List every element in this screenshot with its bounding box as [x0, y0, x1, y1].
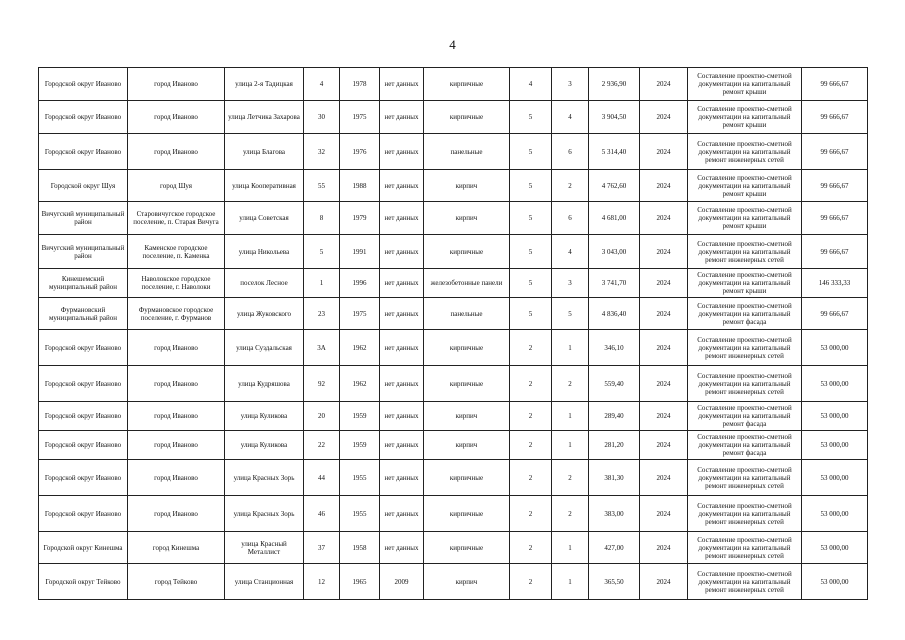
buildings-table — [38, 67, 868, 600]
street-cell: улица 2-я Тадицкая — [225, 68, 304, 101]
settlement-cell: город Шуя — [128, 170, 225, 202]
street-cell: улица Летчика Захарова — [225, 101, 304, 134]
plan-year-cell: 2024 — [640, 431, 688, 460]
settlement-cell: город Иваново — [128, 431, 225, 460]
wall-material-cell: панельные — [424, 134, 510, 170]
street-cell: улица Суздальская — [225, 330, 304, 366]
year-built-cell: 1976 — [340, 134, 380, 170]
overhaul-year-cell: нет данных — [380, 101, 424, 134]
area-cell: 4 681,00 — [589, 202, 640, 235]
wall-material-cell: кирпич — [424, 202, 510, 235]
street-cell: улица Куликова — [225, 431, 304, 460]
settlement-cell: город Иваново — [128, 101, 225, 134]
municipality-cell: Городской округ Шуя — [39, 170, 128, 202]
floors-cell: 5 — [510, 170, 552, 202]
wall-material-cell: кирпичные — [424, 460, 510, 496]
table-row — [39, 366, 868, 402]
street-cell: улица Красных Зорь — [225, 496, 304, 532]
plan-year-cell: 2024 — [640, 460, 688, 496]
year-built-cell: 1978 — [340, 68, 380, 101]
cost-cell: 99 666,67 — [802, 68, 868, 101]
work-type-cell: Составление проектно-сметной документации на капитальный ремонт крыши — [688, 68, 802, 101]
floors-cell: 2 — [510, 460, 552, 496]
table-row — [39, 235, 868, 269]
settlement-cell: город Иваново — [128, 460, 225, 496]
table-row — [39, 298, 868, 330]
area-cell: 5 314,40 — [589, 134, 640, 170]
wall-material-cell: панельные — [424, 298, 510, 330]
street-cell: улица Красных Зорь — [225, 460, 304, 496]
work-type-cell: Составление проектно-сметной документации на капитальный ремонт инженерных сетей — [688, 564, 802, 600]
floors-cell: 5 — [510, 269, 552, 298]
work-type-cell: Составление проектно-сметной документации на капитальный ремонт фасада — [688, 402, 802, 431]
plan-year-cell: 2024 — [640, 532, 688, 564]
cost-cell: 99 666,67 — [802, 170, 868, 202]
table-row — [39, 564, 868, 600]
house-number-cell: 8 — [304, 202, 340, 235]
work-type-cell: Составление проектно-сметной документации на капитальный ремонт инженерных сетей — [688, 134, 802, 170]
cost-cell: 146 333,33 — [802, 269, 868, 298]
floors-cell: 2 — [510, 532, 552, 564]
municipality-cell: Вичугский муниципальный район — [39, 235, 128, 269]
house-number-cell: 1 — [304, 269, 340, 298]
floors-cell: 5 — [510, 134, 552, 170]
overhaul-year-cell: 2009 — [380, 564, 424, 600]
year-built-cell: 1962 — [340, 366, 380, 402]
year-built-cell: 1962 — [340, 330, 380, 366]
floors-cell: 2 — [510, 402, 552, 431]
table-row — [39, 101, 868, 134]
table-row — [39, 269, 868, 298]
municipality-cell: Городской округ Иваново — [39, 366, 128, 402]
year-built-cell: 1991 — [340, 235, 380, 269]
area-cell: 3 043,00 — [589, 235, 640, 269]
floors-cell: 5 — [510, 298, 552, 330]
year-built-cell: 1975 — [340, 298, 380, 330]
overhaul-year-cell: нет данных — [380, 460, 424, 496]
house-number-cell: 12 — [304, 564, 340, 600]
table-row — [39, 460, 868, 496]
settlement-cell: Фурмановское городское поселение, г. Фурманов — [128, 298, 225, 330]
floors-cell: 5 — [510, 202, 552, 235]
municipality-cell: Городской округ Кинешма — [39, 532, 128, 564]
settlement-cell: Наволокское городское поселение, г. Наволоки — [128, 269, 225, 298]
plan-year-cell: 2024 — [640, 170, 688, 202]
year-built-cell: 1959 — [340, 402, 380, 431]
plan-year-cell: 2024 — [640, 235, 688, 269]
house-number-cell: 3А — [304, 330, 340, 366]
wall-material-cell: кирпич — [424, 402, 510, 431]
wall-material-cell: кирпич — [424, 170, 510, 202]
area-cell: 346,10 — [589, 330, 640, 366]
area-cell: 4 762,60 — [589, 170, 640, 202]
cost-cell: 53 000,00 — [802, 564, 868, 600]
house-number-cell: 46 — [304, 496, 340, 532]
overhaul-year-cell: нет данных — [380, 402, 424, 431]
work-type-cell: Составление проектно-сметной документации на капитальный ремонт инженерных сетей — [688, 235, 802, 269]
house-number-cell: 22 — [304, 431, 340, 460]
year-built-cell: 1955 — [340, 460, 380, 496]
entrances-cell: 1 — [552, 532, 589, 564]
year-built-cell: 1996 — [340, 269, 380, 298]
wall-material-cell: кирпичные — [424, 496, 510, 532]
wall-material-cell: кирпичные — [424, 68, 510, 101]
area-cell: 381,30 — [589, 460, 640, 496]
cost-cell: 53 000,00 — [802, 532, 868, 564]
overhaul-year-cell: нет данных — [380, 496, 424, 532]
overhaul-year-cell: нет данных — [380, 134, 424, 170]
cost-cell: 53 000,00 — [802, 431, 868, 460]
municipality-cell: Кинешемский муниципальный район — [39, 269, 128, 298]
year-built-cell: 1988 — [340, 170, 380, 202]
municipality-cell: Вичугский муниципальный район — [39, 202, 128, 235]
wall-material-cell: кирпичные — [424, 366, 510, 402]
area-cell: 3 904,50 — [589, 101, 640, 134]
work-type-cell: Составление проектно-сметной документации на капитальный ремонт инженерных сетей — [688, 496, 802, 532]
floors-cell: 2 — [510, 366, 552, 402]
floors-cell: 4 — [510, 68, 552, 101]
work-type-cell: Составление проектно-сметной документации на капитальный ремонт крыши — [688, 170, 802, 202]
settlement-cell: город Иваново — [128, 134, 225, 170]
entrances-cell: 1 — [552, 330, 589, 366]
settlement-cell: город Иваново — [128, 330, 225, 366]
year-built-cell: 1975 — [340, 101, 380, 134]
work-type-cell: Составление проектно-сметной документации на капитальный ремонт крыши — [688, 202, 802, 235]
plan-year-cell: 2024 — [640, 496, 688, 532]
table-row — [39, 496, 868, 532]
house-number-cell: 30 — [304, 101, 340, 134]
entrances-cell: 2 — [552, 460, 589, 496]
settlement-cell: Старовичугское городское поселение, п. Старая Вичуга — [128, 202, 225, 235]
municipality-cell: Городской округ Иваново — [39, 330, 128, 366]
plan-year-cell: 2024 — [640, 134, 688, 170]
entrances-cell: 6 — [552, 202, 589, 235]
work-type-cell: Составление проектно-сметной документации на капитальный ремонт инженерных сетей — [688, 330, 802, 366]
floors-cell: 2 — [510, 564, 552, 600]
area-cell: 427,00 — [589, 532, 640, 564]
area-cell: 3 741,70 — [589, 269, 640, 298]
settlement-cell: город Иваново — [128, 68, 225, 101]
work-type-cell: Составление проектно-сметной документации на капитальный ремонт фасада — [688, 298, 802, 330]
municipality-cell: Городской округ Иваново — [39, 134, 128, 170]
year-built-cell: 1955 — [340, 496, 380, 532]
overhaul-year-cell: нет данных — [380, 330, 424, 366]
street-cell: поселок Лесное — [225, 269, 304, 298]
cost-cell: 53 000,00 — [802, 330, 868, 366]
table-body — [39, 68, 868, 600]
entrances-cell: 3 — [552, 68, 589, 101]
floors-cell: 2 — [510, 330, 552, 366]
settlement-cell: город Иваново — [128, 496, 225, 532]
table-row — [39, 170, 868, 202]
street-cell: улица Куликова — [225, 402, 304, 431]
municipality-cell: Городской округ Иваново — [39, 402, 128, 431]
area-cell: 289,40 — [589, 402, 640, 431]
cost-cell: 99 666,67 — [802, 235, 868, 269]
area-cell: 559,40 — [589, 366, 640, 402]
entrances-cell: 1 — [552, 402, 589, 431]
house-number-cell: 37 — [304, 532, 340, 564]
cost-cell: 99 666,67 — [802, 202, 868, 235]
house-number-cell: 44 — [304, 460, 340, 496]
wall-material-cell: кирпич — [424, 431, 510, 460]
floors-cell: 5 — [510, 235, 552, 269]
table-row — [39, 134, 868, 170]
overhaul-year-cell: нет данных — [380, 298, 424, 330]
municipality-cell: Городской округ Иваново — [39, 101, 128, 134]
page-number: 4 — [449, 37, 456, 52]
municipality-cell: Городской округ Иваново — [39, 431, 128, 460]
cost-cell: 53 000,00 — [802, 366, 868, 402]
overhaul-year-cell: нет данных — [380, 431, 424, 460]
floors-cell: 5 — [510, 101, 552, 134]
cost-cell: 99 666,67 — [802, 298, 868, 330]
settlement-cell: Каменское городское поселение, п. Каменка — [128, 235, 225, 269]
table-row — [39, 68, 868, 101]
area-cell: 4 836,40 — [589, 298, 640, 330]
settlement-cell: город Иваново — [128, 366, 225, 402]
entrances-cell: 2 — [552, 496, 589, 532]
entrances-cell: 1 — [552, 564, 589, 600]
table-row — [39, 402, 868, 431]
work-type-cell: Составление проектно-сметной документации на капитальный ремонт инженерных сетей — [688, 532, 802, 564]
street-cell: улица Станционная — [225, 564, 304, 600]
overhaul-year-cell: нет данных — [380, 532, 424, 564]
settlement-cell: город Кинешма — [128, 532, 225, 564]
overhaul-year-cell: нет данных — [380, 170, 424, 202]
entrances-cell: 4 — [552, 235, 589, 269]
cost-cell: 53 000,00 — [802, 402, 868, 431]
overhaul-year-cell: нет данных — [380, 202, 424, 235]
plan-year-cell: 2024 — [640, 330, 688, 366]
settlement-cell: город Тейково — [128, 564, 225, 600]
area-cell: 383,00 — [589, 496, 640, 532]
work-type-cell: Составление проектно-сметной документации на капитальный ремонт крыши — [688, 101, 802, 134]
year-built-cell: 1965 — [340, 564, 380, 600]
plan-year-cell: 2024 — [640, 564, 688, 600]
work-type-cell: Составление проектно-сметной документации на капитальный ремонт крыши — [688, 269, 802, 298]
plan-year-cell: 2024 — [640, 366, 688, 402]
wall-material-cell: кирпичные — [424, 101, 510, 134]
settlement-cell: город Иваново — [128, 402, 225, 431]
street-cell: улица Благова — [225, 134, 304, 170]
table-row — [39, 202, 868, 235]
street-cell: улица Никольева — [225, 235, 304, 269]
plan-year-cell: 2024 — [640, 402, 688, 431]
street-cell: улица Жуковского — [225, 298, 304, 330]
street-cell: улица Кооперативная — [225, 170, 304, 202]
area-cell: 365,50 — [589, 564, 640, 600]
table-row — [39, 431, 868, 460]
area-cell: 2 936,90 — [589, 68, 640, 101]
plan-year-cell: 2024 — [640, 202, 688, 235]
municipality-cell: Городской округ Иваново — [39, 68, 128, 101]
plan-year-cell: 2024 — [640, 269, 688, 298]
entrances-cell: 2 — [552, 366, 589, 402]
wall-material-cell: кирпич — [424, 564, 510, 600]
entrances-cell: 6 — [552, 134, 589, 170]
municipality-cell: Городской округ Тейково — [39, 564, 128, 600]
cost-cell: 53 000,00 — [802, 496, 868, 532]
work-type-cell: Составление проектно-сметной документации на капитальный ремонт инженерных сетей — [688, 366, 802, 402]
house-number-cell: 32 — [304, 134, 340, 170]
entrances-cell: 4 — [552, 101, 589, 134]
overhaul-year-cell: нет данных — [380, 68, 424, 101]
wall-material-cell: кирпичные — [424, 532, 510, 564]
house-number-cell: 23 — [304, 298, 340, 330]
entrances-cell: 5 — [552, 298, 589, 330]
plan-year-cell: 2024 — [640, 298, 688, 330]
wall-material-cell: кирпичные — [424, 235, 510, 269]
floors-cell: 2 — [510, 431, 552, 460]
house-number-cell: 55 — [304, 170, 340, 202]
area-cell: 281,20 — [589, 431, 640, 460]
street-cell: улица Кудряшова — [225, 366, 304, 402]
entrances-cell: 1 — [552, 431, 589, 460]
plan-year-cell: 2024 — [640, 101, 688, 134]
work-type-cell: Составление проектно-сметной документации на капитальный ремонт инженерных сетей — [688, 460, 802, 496]
year-built-cell: 1958 — [340, 532, 380, 564]
table-row — [39, 532, 868, 564]
floors-cell: 2 — [510, 496, 552, 532]
street-cell: улица Красный Металлист — [225, 532, 304, 564]
entrances-cell: 2 — [552, 170, 589, 202]
entrances-cell: 3 — [552, 269, 589, 298]
plan-year-cell: 2024 — [640, 68, 688, 101]
overhaul-year-cell: нет данных — [380, 269, 424, 298]
municipality-cell: Городской округ Иваново — [39, 496, 128, 532]
street-cell: улица Советская — [225, 202, 304, 235]
work-type-cell: Составление проектно-сметной документации на капитальный ремонт фасада — [688, 431, 802, 460]
wall-material-cell: кирпичные — [424, 330, 510, 366]
municipality-cell: Фурмановский муниципальный район — [39, 298, 128, 330]
cost-cell: 99 666,67 — [802, 101, 868, 134]
house-number-cell: 5 — [304, 235, 340, 269]
cost-cell: 99 666,67 — [802, 134, 868, 170]
wall-material-cell: железобетонные панели — [424, 269, 510, 298]
overhaul-year-cell: нет данных — [380, 366, 424, 402]
table-row — [39, 330, 868, 366]
year-built-cell: 1979 — [340, 202, 380, 235]
house-number-cell: 92 — [304, 366, 340, 402]
house-number-cell: 4 — [304, 68, 340, 101]
overhaul-year-cell: нет данных — [380, 235, 424, 269]
municipality-cell: Городской округ Иваново — [39, 460, 128, 496]
year-built-cell: 1959 — [340, 431, 380, 460]
house-number-cell: 20 — [304, 402, 340, 431]
cost-cell: 53 000,00 — [802, 460, 868, 496]
